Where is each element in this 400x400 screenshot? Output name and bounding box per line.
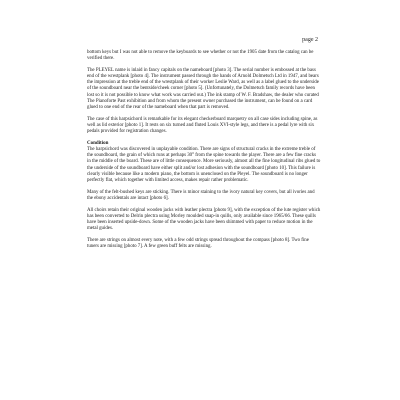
paragraph-soundboard: The harpsichord was discovered in unplayable condition. There are signs of structural cracks in the extreme treble of the soundboard, the grain of which runs at perhaps 30° from the spine towards the player. There are a few fine cracks in the middle of the board. These are of little consequence. More seriously, almost all the fine longitudinal ribs glued to the underside of the soundboard have either split and/or lost adhesion with the soundboard [photo 10]. This failure is clearly visible because like a modern piano, the bottom is unenclosed on the Pleyel. The soundboard is no longer perfectly flat, which together with limited access, makes repair rather problematic. [87,147,321,183]
paragraph-keyboards: bottom keys but I was not able to remove the keyboards to see whether or not the 1905 date from the catalog can be verified there. [87,50,314,62]
page-number: page 2 [302,37,318,43]
paragraph-case: The case of this harpsichord is remarkable for its elegant checkerboard marquetry on all case sides including spine, as well as lid exterior [photo 1]. It rests on six turned and fluted Louis XVI-style legs, and there is a pedal lyre with six pedals provided for registration changes. [87,116,318,135]
paragraph-jacks: All choirs retain their original wooden jacks with leather plectra [photo 9], with the exception of the lute register which has been converted to Delrin plectra using Morley moulded snap-in quills, only available since 1965/66. These quills have been inserted upside-down. Some of the wooden jacks have been shimmed with paper to reduce motion in the metal guides. [87,207,321,232]
paragraph-strings: There are strings on almost every note, with a few odd strings spread throughout the compass [photo 8]. Two fine tuners are missing [photo 7]. A few green buff felts are missing. [87,238,309,250]
document-body [87,50,321,257]
paragraph-provenance: The PLEYEL name is inlaid in fancy capitals on the nameboard [photo 3]. The serial number is embossed at the bass end of the wrestplank [photo 4]. The instrument passed through the hands of Arnold Dolmetsch Ltd in 1947, and bears the impression at the treble end of the wrestplank of their worker Leslie Ward, as well as a label glued to the underside of the soundboard near the bentside/cheek corner [photo 5]. (Unfortunately, the Dolmetsch family records have been lost so it is not possible to know what work was carried out.) The ink stamp of W. F. Bradshaw, the dealer who curated The Pianoforte Past exhibition and from whom the present owner purchased the instrument, can be found on a card glued to one end of the rear of the nameboard when that part is removed. [87,68,319,110]
paragraph-keys: Many of the felt-bushed keys are sticking. There is minor staining to the ivory natural key covers, but all ivories and the ebony accidentals are intact [photo 6]. [87,189,315,201]
section-heading-condition: Condition [87,141,109,147]
